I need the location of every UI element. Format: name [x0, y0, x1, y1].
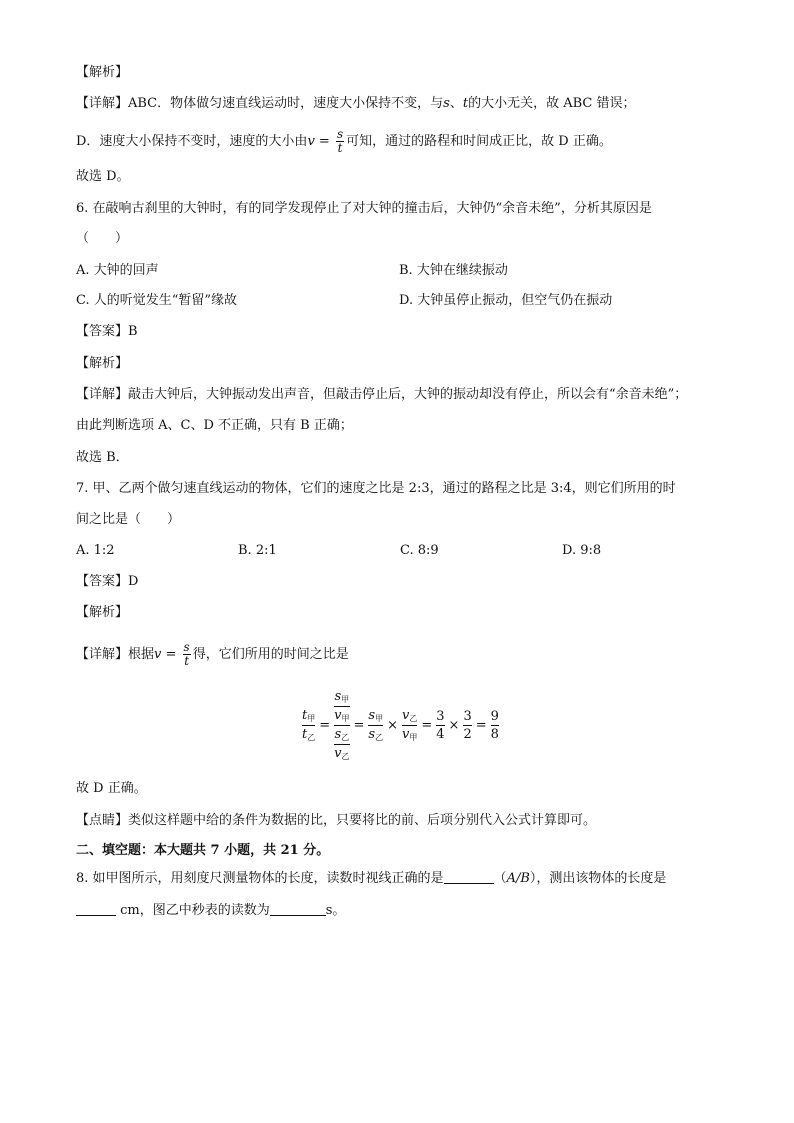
equals: = [314, 134, 334, 149]
detail-line: 由此判断选项 A、C、D 不正确，只有 B 正确； [76, 418, 353, 433]
denominator: t [337, 141, 343, 155]
times: × [387, 717, 398, 733]
var-v: v [154, 647, 162, 662]
var-v: v [307, 134, 315, 149]
detail-text: 得，它们所用的时间之比是 [192, 647, 349, 662]
var-v: v [334, 745, 342, 761]
choose-line: 故选 D。 [76, 169, 130, 184]
sub-yi: 乙 [341, 732, 350, 742]
question-stem: 间之比是（ ） [76, 512, 181, 527]
sub-yi: 乙 [409, 713, 418, 723]
sub-jia: 甲 [375, 713, 384, 723]
question-stem: 6. 在敲响古刹里的大钟时，有的同学发现停止了对大钟的撞击后，大钟仍“余音未绝”，分析其原因是 [76, 201, 652, 216]
question-stem [76, 869, 666, 888]
answer-blank[interactable] [76, 901, 116, 916]
fraction-3-4 [436, 709, 444, 742]
stem-text: cm，图乙中秒表的读数为 [116, 903, 270, 918]
fraction-bar [436, 725, 444, 726]
question-stem: 7. 甲、乙两个做匀速直线运动的物体，它们的速度之比是 2:3，通过的路程之比是 3:4，则它们所用的时 [76, 481, 676, 496]
fraction-bar [334, 706, 349, 707]
question-stem: （ ） [76, 231, 129, 246]
fraction-bar [402, 725, 417, 726]
numerator: s [183, 640, 190, 654]
var-v: v [401, 726, 410, 742]
sub-jia: 甲 [307, 713, 316, 723]
answer-label: 【答案】B [76, 324, 138, 339]
var-s: s [443, 96, 450, 111]
detail-text: 可知，通过的路程和时间成正比，故 D 正确。 [346, 134, 612, 149]
var-t: t [302, 726, 308, 742]
stem-text: 8. 如甲图所示，用刻度尺测量物体的长度，读数时视线正确的是 [76, 871, 444, 886]
numerator: 3 [436, 708, 445, 724]
denominator: 8 [490, 726, 499, 742]
sub-jia: 甲 [341, 713, 350, 723]
option-a: A. 1:2 [76, 543, 115, 558]
option-a: A. 大钟的回声 [76, 263, 159, 278]
sub-yi: 乙 [375, 732, 384, 742]
var-v: v [401, 707, 410, 723]
fraction-bar [334, 744, 349, 745]
separator: 、 [449, 96, 463, 111]
var-s: s [368, 726, 376, 742]
analysis-label: 【解析】 [76, 356, 129, 371]
fraction-9-8 [491, 709, 499, 742]
denominator: 4 [436, 726, 445, 742]
denominator: t [184, 654, 190, 668]
option-d: D. 9:8 [562, 543, 602, 558]
compound-fraction [334, 689, 349, 762]
answer-label: 【答案】D [76, 574, 139, 589]
var-t: t [302, 707, 308, 723]
fraction-bar [368, 725, 383, 726]
numerator: 3 [463, 708, 472, 724]
detail-text: 【详解】根据 [76, 647, 155, 662]
option-c: C. 8:9 [400, 543, 439, 558]
choice-ab: A/B [506, 871, 530, 886]
fraction-v-ratio [402, 708, 417, 743]
denominator: 2 [463, 726, 472, 742]
var-s: s [334, 726, 342, 742]
fraction-bar [463, 725, 471, 726]
sub-yi: 乙 [307, 732, 316, 742]
option-b: B. 2:1 [238, 543, 277, 558]
fraction-s-ratio [368, 708, 383, 743]
detail-line: 【详解】敲击大钟后，大钟振动发出声音，但敲击停止后，大钟的振动却没有停止，所以会有“余音未绝”； [76, 387, 688, 402]
detail-text: D．速度大小保持不变时，速度的大小由 [76, 134, 308, 149]
var-s: s [334, 688, 342, 704]
answer-blank[interactable] [270, 901, 326, 916]
inner-fraction-yi [334, 727, 349, 762]
stem-text: ），测出该物体的长度是 [529, 871, 667, 886]
option-d: D. 大钟虽停止振动，但空气仍在振动 [399, 293, 613, 308]
section-heading: 二、填空题：本大题共 7 小题，共 21 分。 [76, 843, 330, 858]
analysis-label: 【解析】 [76, 605, 129, 620]
equals: = [421, 717, 433, 733]
sub-yi: 乙 [341, 751, 350, 761]
fraction-bar [334, 725, 349, 726]
tip-line: 【点睛】类似这样题中给的条件为数据的比，只要将比的前、后项分别代入公式计算即可。 [76, 813, 597, 828]
detail-text: 【详解】ABC．物体做匀速直线运动时，速度大小保持不变，与 [76, 96, 444, 111]
fraction-t-ratio [302, 708, 315, 743]
equals: = [353, 717, 365, 733]
stem-text: （ [493, 871, 507, 886]
time-ratio-equation [300, 680, 501, 770]
choose-line: 故选 B． [76, 450, 129, 465]
fraction-3-2 [463, 709, 471, 742]
detail-line [76, 128, 612, 155]
equals: = [475, 717, 487, 733]
fraction-bar [302, 725, 315, 726]
analysis-label: 【解析】 [76, 65, 129, 80]
detail-text: 的大小无关，故 ABC 错误； [468, 96, 636, 111]
detail-line [76, 95, 635, 113]
var-s: s [368, 707, 376, 723]
fraction-s-over-t [336, 128, 344, 155]
fraction-s-over-t [183, 641, 191, 668]
sub-jia: 甲 [409, 732, 418, 742]
option-c: C. 人的听觉发生“暂留”缘故 [76, 293, 238, 308]
detail-line [76, 641, 349, 668]
stem-text: s。 [325, 903, 346, 918]
fraction-bar [491, 725, 499, 726]
sub-jia: 甲 [341, 694, 350, 704]
answer-blank[interactable] [444, 869, 494, 884]
numerator: s [336, 127, 344, 141]
var-v: v [334, 707, 342, 723]
inner-fraction-jia [334, 689, 349, 724]
conclusion-line: 故 D 正确。 [76, 781, 147, 796]
var-t: t [462, 96, 469, 111]
equals: = [161, 647, 181, 662]
question-stem [76, 901, 345, 920]
times: × [448, 717, 460, 733]
option-b: B. 大钟在继续振动 [399, 263, 508, 278]
equals: = [319, 717, 331, 733]
numerator: 9 [490, 708, 499, 724]
